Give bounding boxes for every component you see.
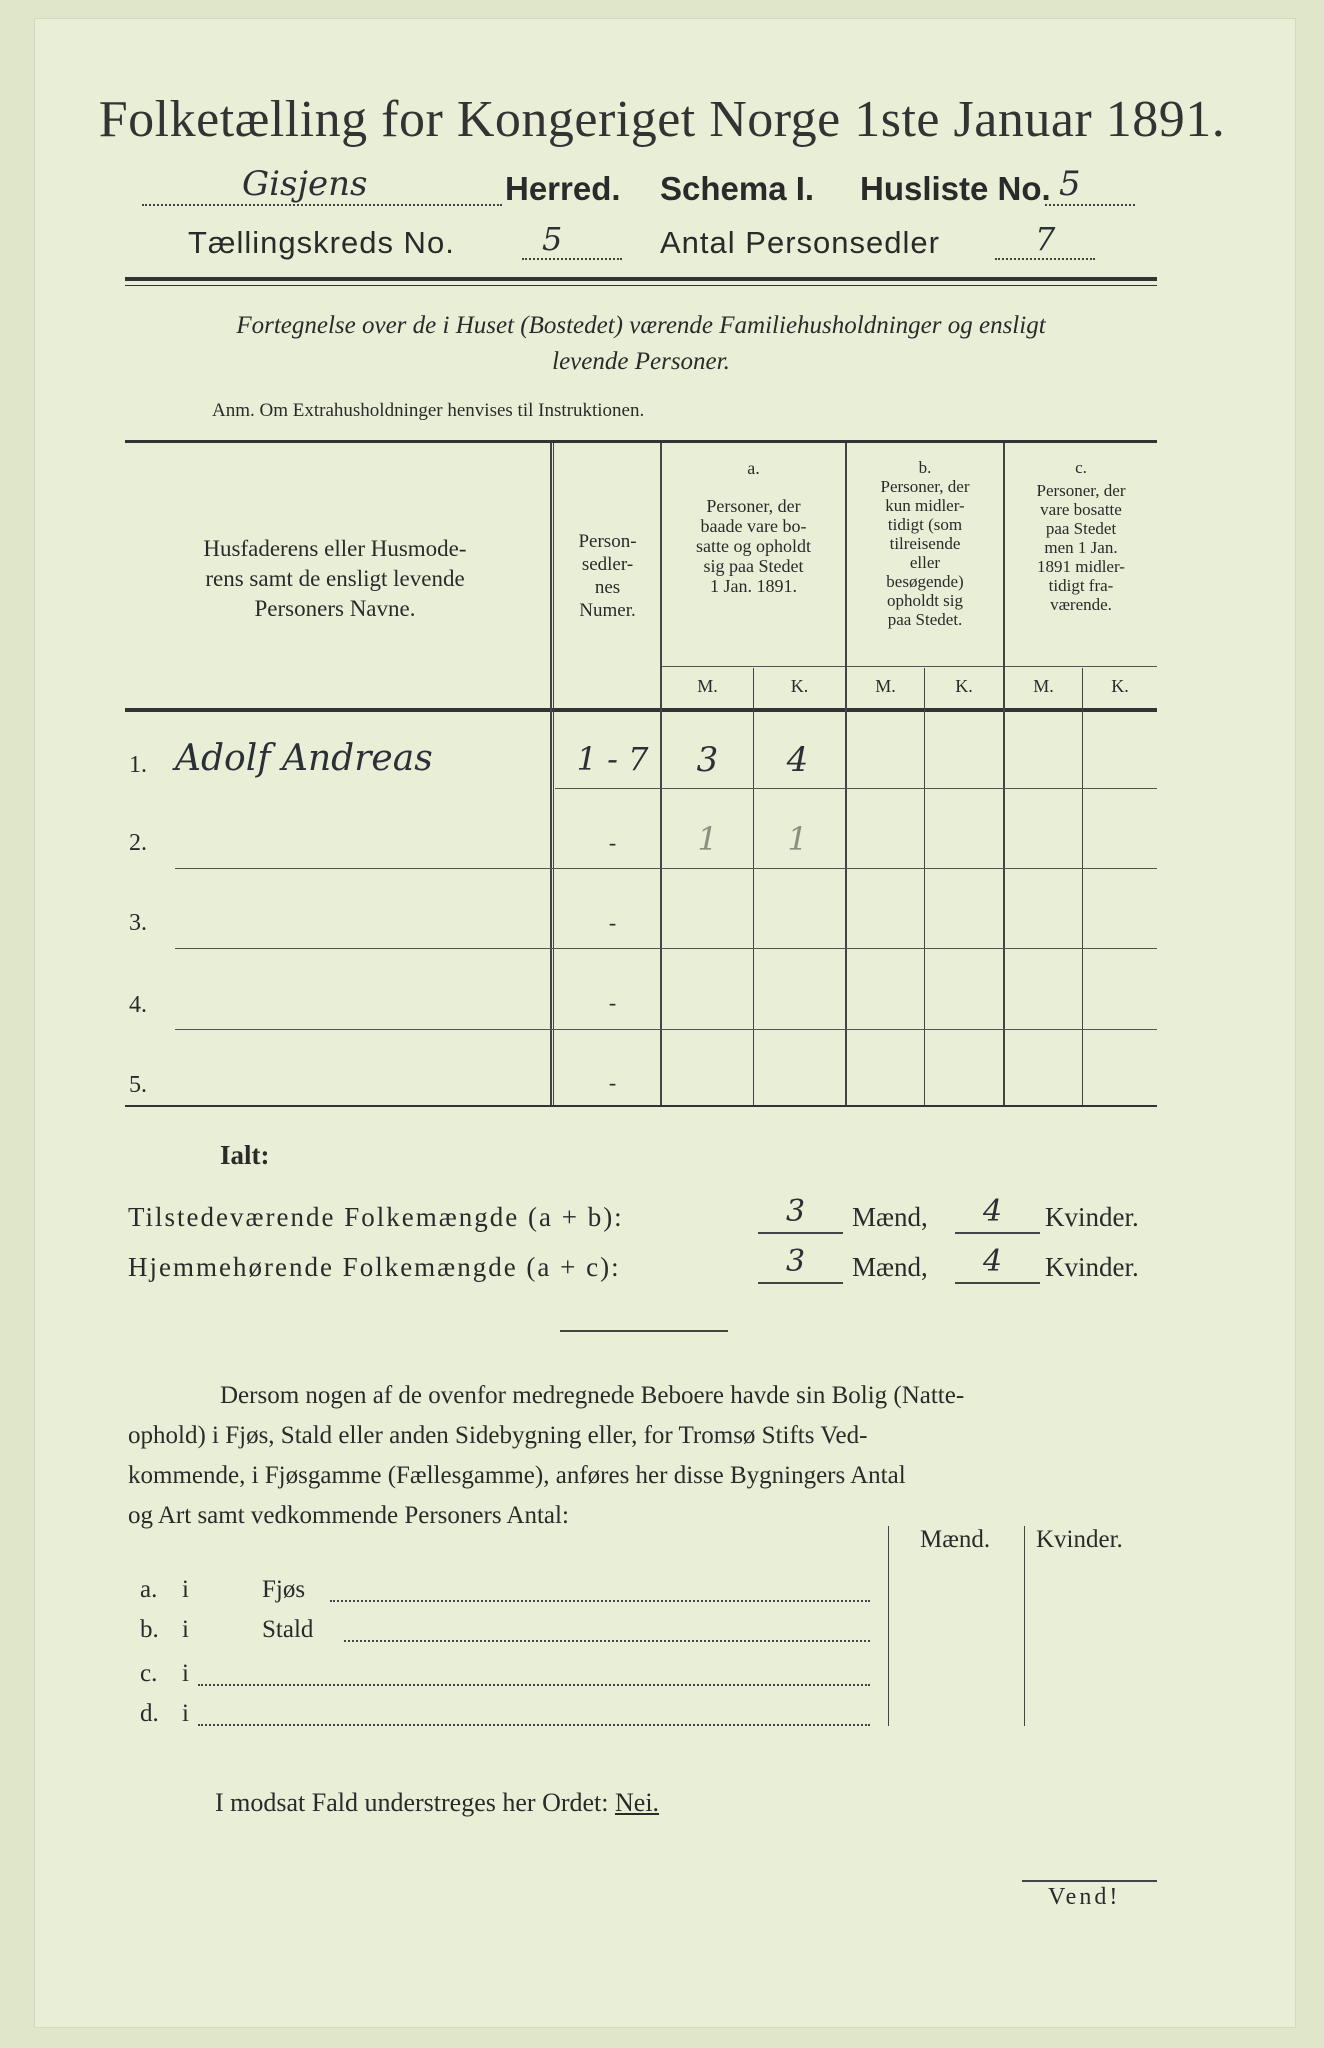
tilstede-maend: Mænd, [852, 1202, 928, 1232]
table-row: 2. - 1 1 [125, 790, 1157, 870]
mk-rule-b [847, 666, 1003, 667]
tilstede-m-value: 3 [786, 1194, 806, 1229]
table-body [125, 712, 1157, 1105]
tilstede-label: Tilstedeværende Folkemængde (a + b): [128, 1202, 624, 1232]
tilstede-k-value: 4 [983, 1194, 1003, 1229]
kreds-no-value: 5 [542, 220, 563, 258]
row-name: Adolf Andreas [175, 738, 433, 779]
row-numer: - [608, 990, 617, 1015]
table-row: 5. - [125, 1030, 1157, 1105]
col-name-heading: Husfaderens eller Husmode- rens samt de ensligt levende Personers Navne. [203, 536, 467, 621]
antal-no-field [995, 220, 1095, 260]
row-a-k: 4 [786, 740, 809, 780]
b-k-label: K. [955, 676, 973, 696]
herred-name-value: Gisjens [242, 164, 368, 204]
col-c-heading: c. Personer, der vare bosatte paa Stedet men 1 Jan. 1891 midler- tidigt fra- værende. [1036, 458, 1126, 614]
nei-instruction: I modsat Fald understreges her Ordet: Nei. [215, 1788, 660, 1817]
form-title: Folketælling for Kongeriget Norge 1ste Januar 1891. [98, 91, 1226, 148]
c-k-label: K. [1111, 676, 1129, 696]
mk-rule-a [662, 666, 845, 667]
tilstede-kvinder: Kvinder. [1045, 1202, 1139, 1232]
a-k-label: K. [790, 676, 809, 696]
hjemme-m-value: 3 [786, 1244, 806, 1279]
list-item: b. i Stald [140, 1616, 880, 1656]
table-row: 1. Adolf Andreas 1 - 7 3 4 [125, 712, 1157, 790]
husliste-no-field [1045, 164, 1135, 206]
footer-col-divider-2 [1024, 1526, 1025, 1726]
kreds-label: Tællingskreds No. [188, 225, 455, 260]
col-a-heading: a. Personer, der baade vare bo- satte og opholdt sig paa Stedet 1 Jan. 1891. [696, 458, 811, 596]
c-m-label: M. [1033, 676, 1054, 696]
row-numer: - [608, 1070, 617, 1095]
hjemme-k-value: 4 [983, 1244, 1003, 1279]
ialt-label: Ialt: [220, 1140, 270, 1170]
row-a-m: 1 [697, 820, 718, 858]
row-numer: 1 - 7 [576, 740, 649, 778]
tilstede-k-field [955, 1194, 1040, 1234]
a-m-label: M. [697, 676, 718, 696]
list-item: a. i Fjøs [140, 1576, 880, 1616]
col-maend-heading: Mænd. [920, 1526, 991, 1553]
list-item: c. i [140, 1660, 880, 1700]
hjemme-m-field [758, 1244, 843, 1284]
tilstede-m-field [758, 1194, 843, 1234]
header-rule-thin [125, 285, 1157, 286]
col-kvinder-heading: Kvinder. [1036, 1526, 1123, 1553]
antal-no-value: 7 [1035, 220, 1056, 258]
footer-col-divider-1 [888, 1526, 889, 1726]
hjemme-k-field [955, 1244, 1040, 1284]
kreds-no-field [522, 220, 622, 260]
row-a-m: 3 [696, 740, 719, 780]
header-rule-thick [125, 277, 1157, 281]
separator-rule [560, 1330, 728, 1332]
col-b-heading: b. Personer, der kun midler- tidigt (som tilreisende eller besøgende) opholdt sig paa Stedet. [880, 458, 970, 629]
husliste-no-value: 5 [1059, 164, 1081, 204]
herred-name-field [142, 164, 502, 206]
vend-rule [1022, 1880, 1157, 1882]
intro-heading-2: levende Personer. [552, 348, 730, 375]
hjemme-label: Hjemmehørende Folkemængde (a + c): [128, 1252, 621, 1282]
col-numer-heading: Person- sedler- nes Numer. [578, 531, 637, 621]
intro-heading-1: Fortegnelse over de i Huset (Bostedet) værende Familiehusholdninger og ensligt [236, 312, 1046, 339]
antal-label: Antal Personsedler [660, 225, 940, 260]
table-row: 4. - [125, 950, 1157, 1030]
b-m-label: M. [875, 676, 896, 696]
list-item: d. i [140, 1700, 880, 1740]
hjemme-maend: Mænd, [852, 1252, 928, 1282]
table-bottom-rule [125, 1105, 1157, 1107]
row-a-k: 1 [787, 820, 808, 858]
schema-label: Schema I. [660, 170, 815, 207]
sidebygning-paragraph: Dersom nogen af de ovenfor medregnede Beboere havde sin Bolig (Natte- ophold) i Fjøs, Stald eller anden Sidebygning eller, for Tromsø Stifts Ved- kommende, i Fjøsgamme (Fællesgamme), anføres her disse Bygningers Antal og Art samt vedkommende Personers Antal: [128, 1382, 965, 1529]
husliste-label: Husliste No. [860, 170, 1051, 207]
herred-label: Herred. [505, 170, 621, 207]
row-numer: - [608, 830, 617, 855]
mk-rule-c [1005, 666, 1157, 667]
hjemme-kvinder: Kvinder. [1045, 1252, 1139, 1282]
sidebygning-list [140, 1576, 880, 1736]
table-row: 3. - [125, 870, 1157, 950]
vend-label: Vend! [1048, 1884, 1121, 1910]
anm-note: Anm. Om Extrahusholdninger henvises til Instruktionen. [212, 400, 645, 421]
row-numer: - [608, 910, 617, 935]
nei-word: Nei. [615, 1788, 660, 1817]
